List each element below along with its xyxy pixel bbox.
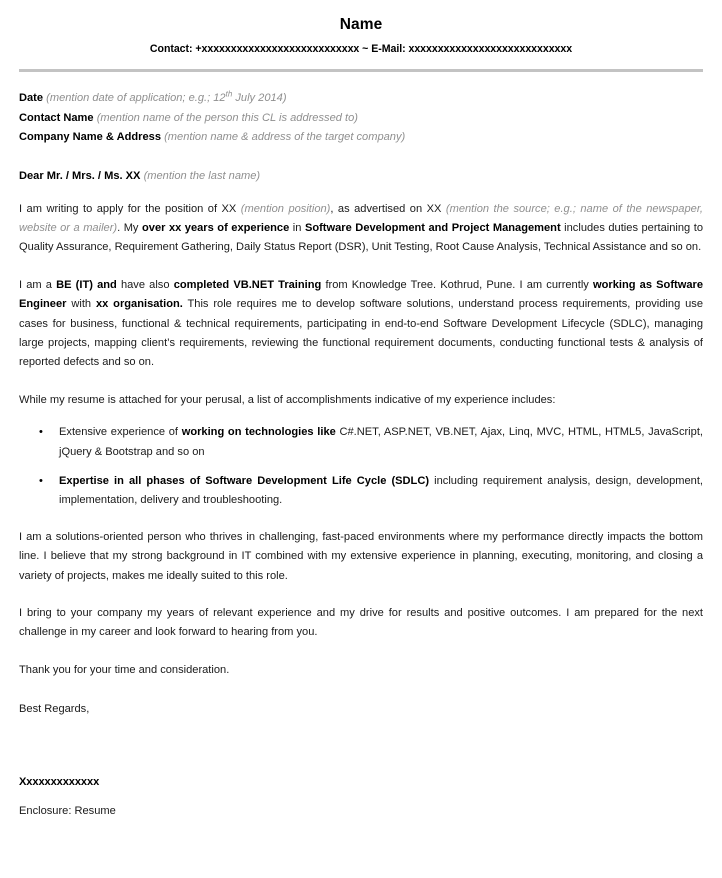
- paragraph-value: I bring to your company my years of relevant experience and my drive for results and positive outcomes. I am prepared for the next challenge in my career and look forward to hearing from you.: [19, 607, 703, 639]
- signature-name: Xxxxxxxxxxxxx: [19, 775, 100, 788]
- bullet-2-text-2: including requirement analysis, design, development, implementation, delivery and troubleshooting.: [59, 474, 704, 507]
- p2-text-3: from Knowledge Tree. Kothrud, Pune. I am currently: [321, 278, 593, 291]
- paragraph-background: [19, 276, 703, 373]
- bullet-1-text-2: C#.NET, ASP.NET, VB.NET, Ajax, Linq, MVC, HTML, HTML5, JavaScript, jQuery & Bootstrap and so on: [59, 426, 703, 458]
- company-label: Company Name & Address: [19, 131, 161, 143]
- contact-name-hint: (mention name of the person this CL is addressed to): [96, 111, 358, 124]
- p2-text-2: have also: [116, 278, 174, 291]
- p2-bold-4: xx organisation.: [95, 298, 183, 311]
- date-label: Date: [19, 92, 44, 104]
- signature-space: [19, 720, 703, 776]
- p1-text-2: , as advertised on XX: [330, 202, 446, 215]
- address-line-company: [19, 128, 703, 148]
- bullet-icon: •: [39, 474, 43, 487]
- contact-separator: ~: [362, 43, 369, 55]
- bullet-1-bold-1: working on technologies like: [181, 426, 336, 439]
- p2-bold-1: BE (IT) and: [56, 278, 117, 291]
- address-line-date: [19, 89, 703, 109]
- bullet-1-text-1: Extensive experience of: [59, 426, 182, 439]
- paragraph-list-intro: While my resume is attached for your perusal, a list of accomplishments indicative of my experience includes:: [19, 393, 556, 406]
- p2-text-1: I am a: [19, 278, 57, 291]
- p2-text-5: This role requires me to develop software solutions, understand process requirements, providing use cases for business, functional & technical requirements, participating in end-to-end Software Development Lifecycle (SDLC), managing large projects, mapping client’s requirements, reviewing the functional requirement documents, conducting functional tests & analysis of reported defects and so on.: [19, 298, 703, 369]
- p1-text-1: I am writing to apply for the position of XX: [19, 202, 241, 215]
- closing-salutation: Best Regards,: [19, 703, 90, 716]
- contact-name-label: Contact Name: [19, 111, 94, 124]
- p1-bold-1: over xx years of experience: [142, 221, 290, 234]
- address-line-contact-name: [19, 109, 703, 129]
- p2-bold-3: working as Software Engineer: [19, 278, 704, 311]
- list-item: [19, 423, 703, 462]
- paragraph-thanks: Thank you for your time and consideration.: [19, 663, 230, 676]
- page-title: Name: [339, 16, 383, 33]
- p1-text-4: in: [289, 221, 305, 234]
- email-value: xxxxxxxxxxxxxxxxxxxxxxxxxxxx: [408, 43, 573, 55]
- p1-text-3: . My: [117, 221, 142, 234]
- address-block: [19, 89, 703, 148]
- p1-bold-2: Software Development and Project Management: [304, 221, 561, 234]
- salutation-hint: (mention the last name): [143, 169, 261, 182]
- enclosure-line: Enclosure: Resume: [19, 804, 116, 817]
- header-divider: [19, 69, 703, 72]
- p1-hint-2: (mention the source; e.g.; name of the newspaper, website or a mailer): [19, 202, 703, 234]
- paragraph-intro: [19, 200, 703, 258]
- p2-text-4: with: [66, 298, 96, 311]
- contact-label: Contact:: [149, 43, 193, 55]
- salutation: [19, 170, 703, 182]
- list-item: [19, 472, 703, 511]
- paragraph-profile: I am a solutions-oriented person who thrives in challenging, fast-paced environments where my performance directly impacts the bottom line. I believe that my strong background in IT combined with my extensive experience in planning, executing, monitoring, and closing a variety of projects, makes me ideally suited to this role.: [19, 530, 703, 582]
- company-hint: (mention name & address of the target company): [164, 131, 406, 143]
- date-hint-pre: (mention date of application; e.g.; 12: [46, 92, 226, 104]
- date-hint-ordinal: th: [225, 89, 233, 99]
- p1-text-5: includes duties pertaining to Quality Assurance, Requirement Gathering, Daily Status Report (DSR), Unit Testing, Root Cause Analysis, Technical Assistance and so on.: [19, 221, 703, 254]
- p1-hint-1: (mention position): [240, 202, 331, 215]
- p2-bold-2: completed VB.NET Training: [173, 278, 322, 291]
- phone-value: +xxxxxxxxxxxxxxxxxxxxxxxxxxx: [195, 43, 360, 55]
- salutation-label: Dear Mr. / Mrs. / Ms. XX: [19, 169, 141, 182]
- bullet-2-bold-1: Expertise in all phases of Software Development Life Cycle (SDLC): [59, 474, 430, 487]
- contact-line: [19, 43, 703, 55]
- accomplishments-list: [19, 423, 703, 511]
- date-hint: [46, 89, 287, 104]
- email-label: E-Mail:: [371, 43, 406, 55]
- bullet-icon: •: [39, 426, 43, 439]
- date-hint-post: July 2014): [232, 92, 287, 104]
